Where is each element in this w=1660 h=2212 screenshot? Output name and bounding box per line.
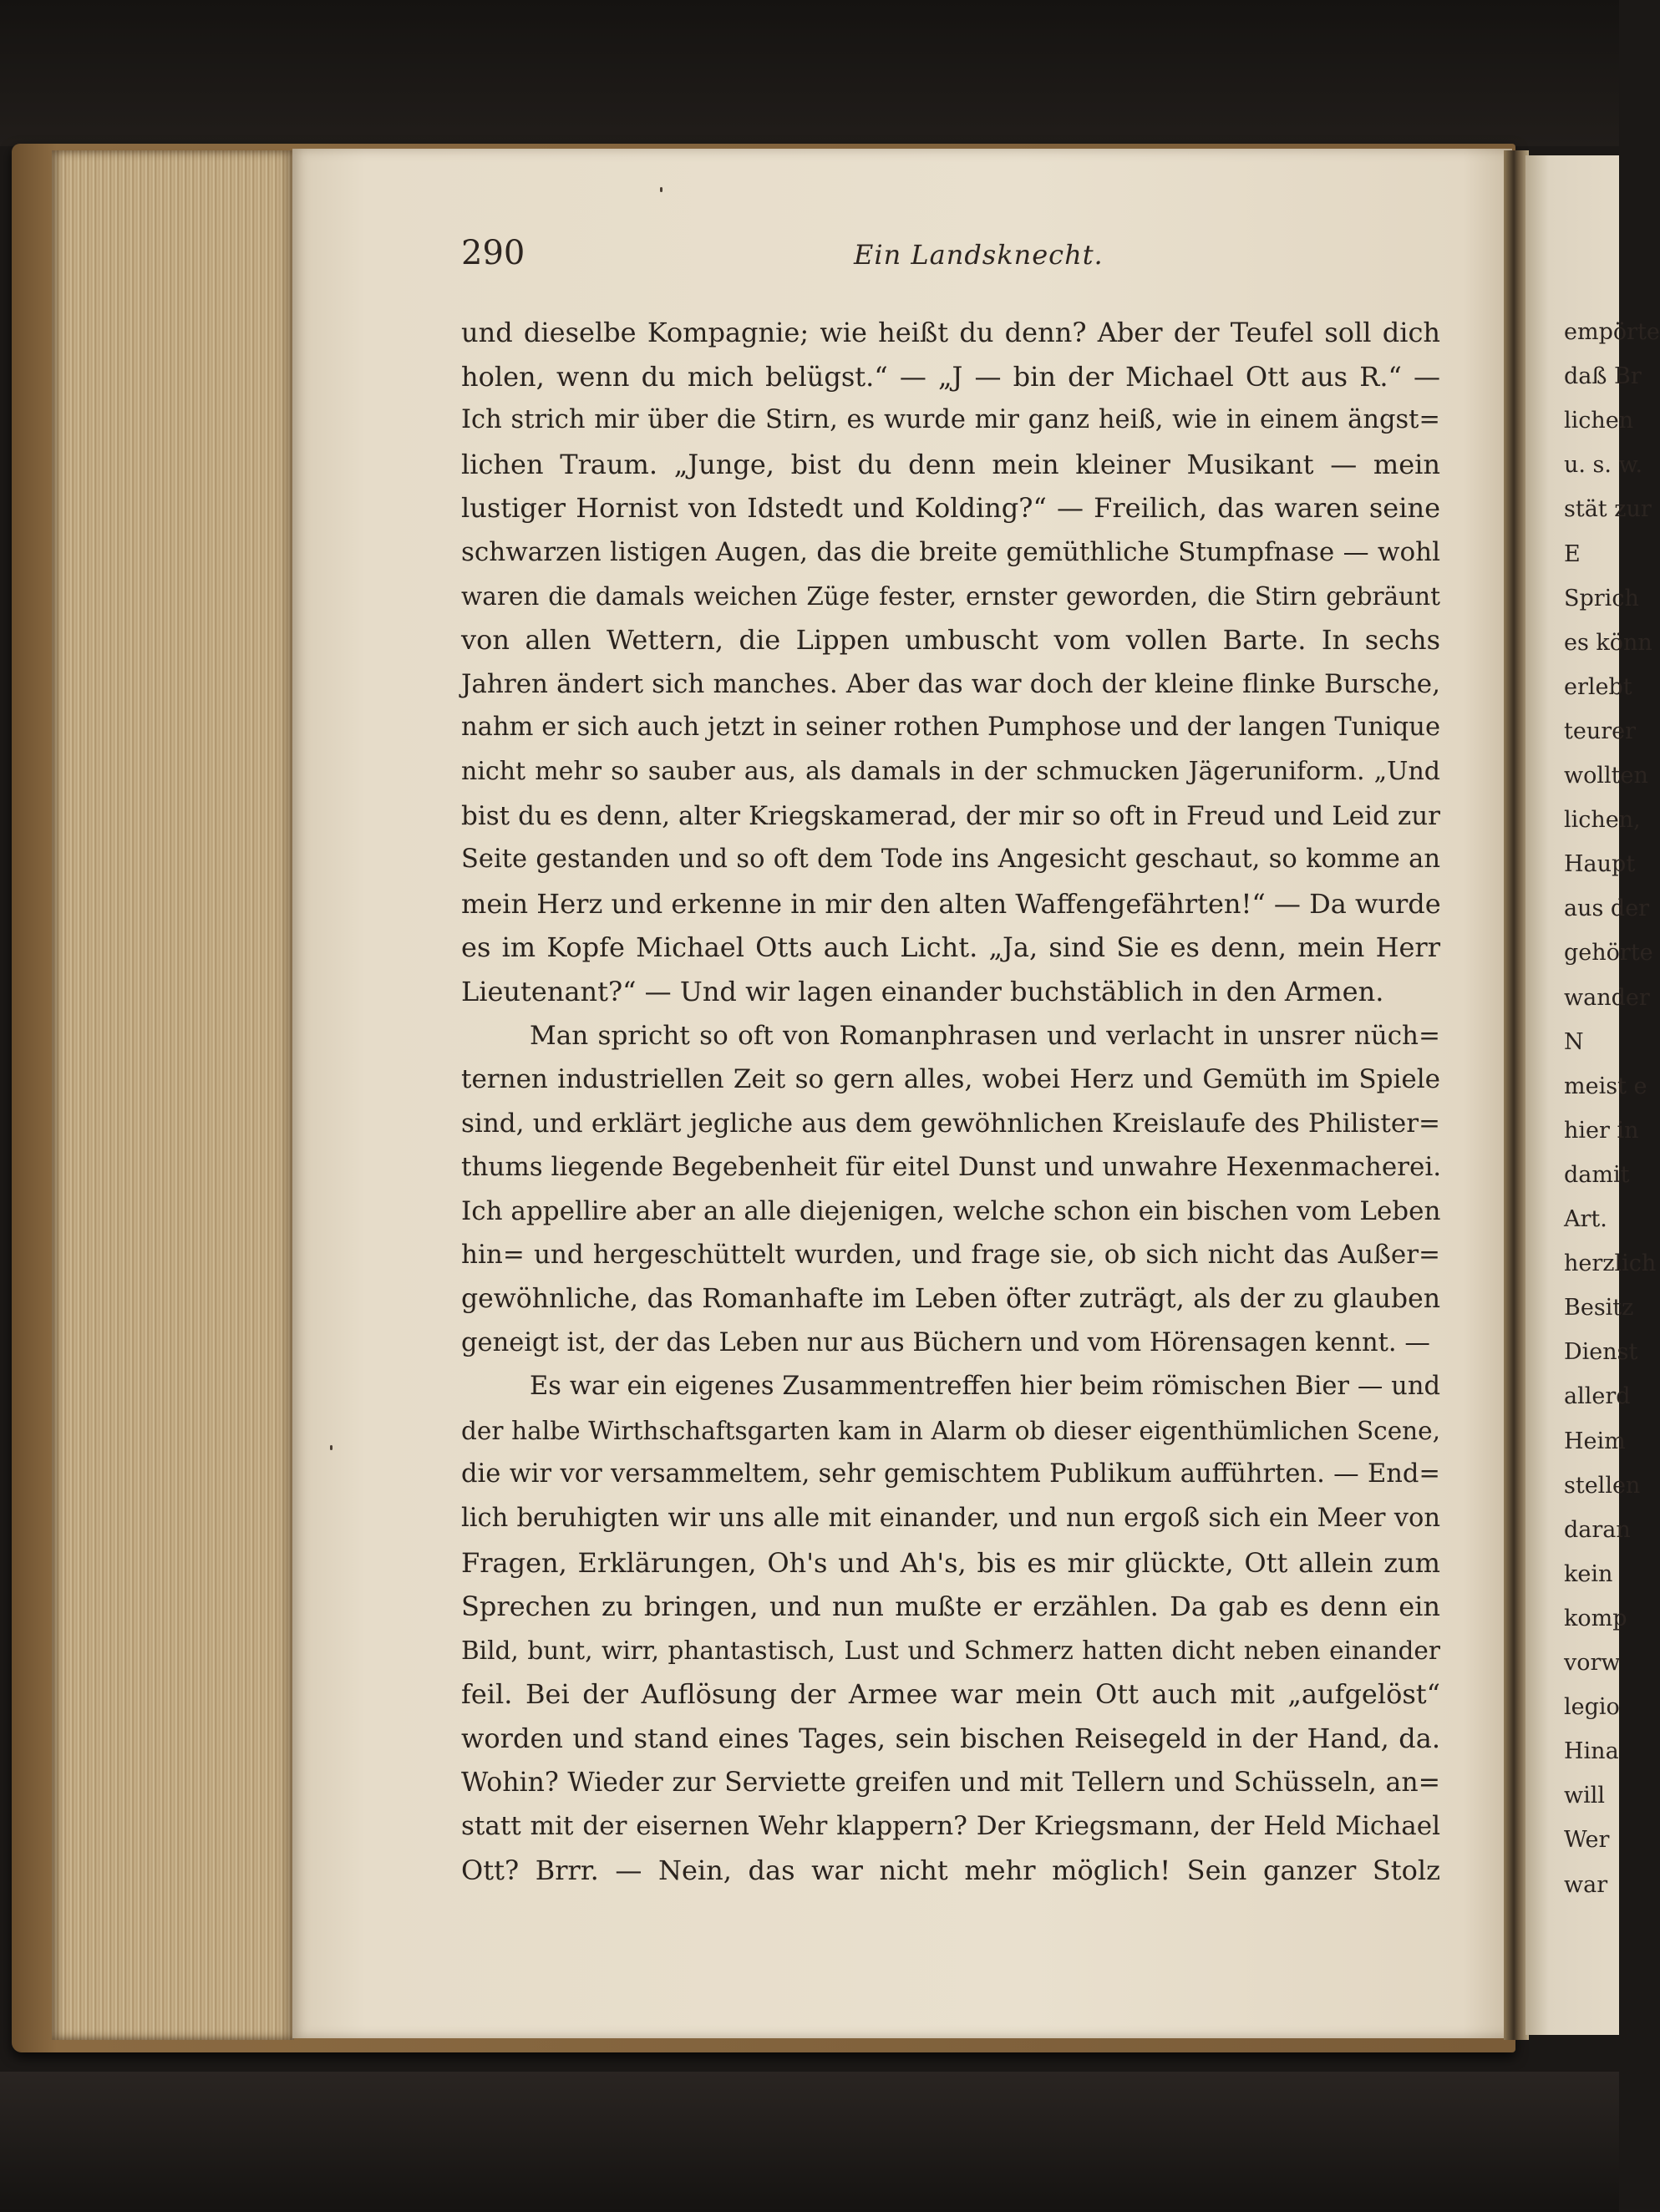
text-line: Seite gestanden und so oft dem Tode ins Angesicht geschaut, so komme an xyxy=(461,845,1440,875)
text-line: thums liegende Begebenheit für eitel Dunst und unwahre Hexenmacherei. xyxy=(461,1152,1442,1183)
adjacent-page-fragment: lichen xyxy=(1564,408,1634,434)
text-line: Bild, bunt, wirr, phantastisch, Lust und Schmerz hatten dicht neben einander xyxy=(461,1636,1440,1665)
text-line: Ott? Brrr. — Nein, das war nicht mehr möglich! Sein ganzer Stolz xyxy=(461,1854,1440,1886)
text-line: von allen Wettern, die Lippen umbuscht vom vollen Barte. In sechs xyxy=(461,624,1440,657)
adjacent-page-fragment: meist e xyxy=(1564,1073,1647,1099)
adjacent-page-fragment: Art. xyxy=(1564,1206,1607,1232)
text-line: lichen Traum. „Junge, bist du denn mein kleiner Musikant — mein xyxy=(461,448,1440,480)
text-line: nahm er sich auch jetzt in seiner rothen Pumphose und der langen Tunique xyxy=(461,713,1440,743)
adjacent-page-fragment: Haupt xyxy=(1564,851,1636,878)
adjacent-page xyxy=(1525,155,1660,2035)
text-line: gewöhnliche, das Romanhafte im Leben öfter zuträgt, als der zu glauben xyxy=(461,1284,1440,1315)
adjacent-page-fragment: Besitz xyxy=(1564,1295,1634,1322)
text-line: Wohin? Wieder zur Serviette greifen und mit Tellern und Schüsseln, an= xyxy=(461,1767,1440,1798)
adjacent-page-fragment: vorw xyxy=(1564,1650,1621,1676)
adjacent-page-fragment: Heim xyxy=(1564,1428,1626,1454)
text-line: sind, und erklärt jegliche aus dem gewöhnlichen Kreislaufe des Philister= xyxy=(461,1108,1440,1139)
text-line: Lieutenant?“ — Und wir lagen einander buchstäblich in den Armen. xyxy=(461,975,1384,1007)
text-line: hin= und hergeschüttelt wurden, und frage sie, ob sich nicht das Außer= xyxy=(461,1240,1440,1271)
adjacent-page-fragment: herzlich xyxy=(1564,1251,1657,1277)
dark-background-top xyxy=(0,0,1619,146)
body-text xyxy=(461,311,1440,1892)
text-line: waren die damals weichen Züge fester, ernster geworden, die Stirn gebräunt xyxy=(461,581,1440,611)
text-line: Ich strich mir über die Stirn, es wurde mir ganz heiß, wie in einem ängst= xyxy=(461,405,1440,435)
text-line: Jahren ändert sich manches. Aber das war doch der kleine flinke Bursche, xyxy=(461,668,1440,699)
adjacent-page-fragment: komp xyxy=(1564,1605,1627,1631)
paper-speck xyxy=(330,1445,333,1450)
text-line: Ich appellire aber an alle diejenigen, welche schon ein bischen vom Leben xyxy=(461,1195,1441,1226)
text-line: nicht mehr so sauber aus, als damals in der schmucken Jägeruniform. „Und xyxy=(461,756,1440,786)
adjacent-page-fragment: allerd xyxy=(1564,1383,1631,1410)
text-line: schwarzen listigen Augen, das die breite gemüthliche Stumpfnase — wohl xyxy=(461,536,1440,567)
adjacent-page-fragment: N xyxy=(1564,1028,1584,1055)
text-line: Man spricht so oft von Romanphrasen und verlacht in unsrer nüch= xyxy=(530,1020,1440,1051)
text-line: es im Kopfe Michael Otts auch Licht. „Ja, sind Sie es denn, mein Herr xyxy=(461,931,1440,964)
text-line: Es war ein eigenes Zusammentreffen hier beim römischen Bier — und xyxy=(530,1372,1440,1402)
page-number: 290 xyxy=(461,234,525,272)
adjacent-page-fragment: will xyxy=(1564,1783,1606,1809)
adjacent-page-fragment: empörte xyxy=(1564,319,1660,345)
adjacent-page-fragment: Hina xyxy=(1564,1738,1619,1765)
adjacent-page-fragment: lichen, xyxy=(1564,807,1641,834)
adjacent-page-fragment: teurer xyxy=(1564,718,1637,744)
adjacent-page-fragment: war xyxy=(1564,1871,1608,1898)
stacked-page-edges xyxy=(52,150,294,2040)
adjacent-page-fragment: hier in xyxy=(1564,1117,1639,1144)
adjacent-page-fragment: kein xyxy=(1564,1560,1613,1587)
adjacent-page-fragment: es könn xyxy=(1564,629,1652,656)
adjacent-page-fragment: aus der xyxy=(1564,895,1650,922)
text-line: lustiger Hornist von Idstedt und Kolding?“ — Freilich, das waren seine xyxy=(461,492,1440,525)
adjacent-page-fragment: legio xyxy=(1564,1694,1620,1721)
adjacent-page-fragment: daran xyxy=(1564,1516,1631,1543)
text-line: mein Herz und erkenne in mir den alten Waffengefährten!“ — Da wurde xyxy=(461,887,1441,920)
text-line: worden und stand eines Tages, sein bischen Reisegeld in der Hand, da. xyxy=(461,1722,1440,1754)
text-line: statt mit der eisernen Wehr klappern? Der Kriegsmann, der Held Michael xyxy=(461,1811,1440,1842)
adjacent-page-fragment: E xyxy=(1564,540,1581,567)
dark-background-bottom xyxy=(0,2072,1619,2212)
text-line: holen, wenn du mich belügst.“ — „J — bin der Michael Ott aus R.“ — xyxy=(461,360,1440,393)
text-line: die wir vor versammeltem, sehr gemischtem Publikum aufführten. — End= xyxy=(461,1459,1440,1489)
adjacent-page-fragment: Sprich xyxy=(1564,585,1639,611)
running-title: Ein Landsknecht. xyxy=(854,239,1104,271)
text-line: der halbe Wirthschaftsgarten kam in Alarm ob dieser eigenthümlichen Scene, xyxy=(461,1416,1440,1445)
paper-speck xyxy=(660,187,662,192)
text-line: feil. Bei der Auflösung der Armee war mein Ott auch mit „aufgelöst“ xyxy=(461,1678,1440,1711)
running-header xyxy=(461,234,1440,276)
adjacent-page-fragment: wollten xyxy=(1564,763,1648,789)
text-line: Sprechen zu bringen, und nun mußte er erzählen. Da gab es denn ein xyxy=(461,1591,1440,1623)
text-line: lich beruhigten wir uns alle mit einander, und nun ergoß sich ein Meer von xyxy=(461,1504,1440,1534)
text-line: geneigt ist, der das Leben nur aus Büchern und vom Hörensagen kennt. — xyxy=(461,1327,1430,1357)
adjacent-page-fragment: gehörte xyxy=(1564,940,1653,966)
adjacent-page-fragment: damit xyxy=(1564,1161,1630,1188)
adjacent-page-fragment: erlebt xyxy=(1564,673,1632,700)
adjacent-page-fragment: wander xyxy=(1564,984,1650,1011)
adjacent-page-fragment: stellen xyxy=(1564,1472,1641,1499)
adjacent-page-fragment: stät zur xyxy=(1564,496,1652,523)
adjacent-page-fragment: Wer xyxy=(1564,1827,1610,1854)
adjacent-page-fragment: u. s. w. xyxy=(1564,452,1643,479)
text-line: ternen industriellen Zeit so gern alles, wobei Herz und Gemüth im Spiele xyxy=(461,1064,1440,1095)
text-line: und dieselbe Kompagnie; wie heißt du denn? Aber der Teufel soll dich xyxy=(461,317,1440,348)
text-line: bist du es denn, alter Kriegskamerad, der mir so oft in Freud und Leid zur xyxy=(461,800,1440,831)
text-line: Fragen, Erklärungen, Oh's und Ah's, bis es mir glückte, Ott allein zum xyxy=(461,1546,1440,1579)
adjacent-page-fragment: Dienst xyxy=(1564,1339,1638,1366)
adjacent-page-fragment: daß Br xyxy=(1564,363,1642,390)
